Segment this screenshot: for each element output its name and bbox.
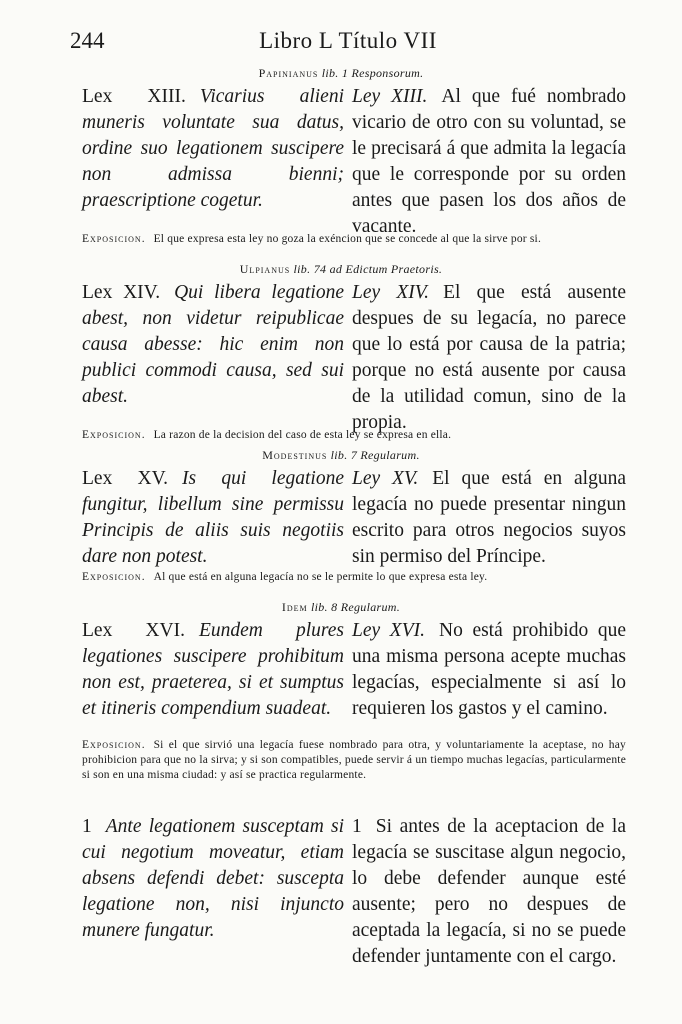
law-row — [82, 466, 626, 570]
page-header — [70, 28, 626, 62]
exposition: Exposicion. Al que está en alguna legacía no se le permite lo que expresa esta ley. — [82, 571, 488, 583]
latin-text: Lex XIII. Vicarius alieni muneris voluntate sua datus, ordine suo legationem suscipere non admissa bienni; praescriptione cogetur. — [82, 86, 344, 211]
latin-text: Lex XV. Is qui legatione fungitur, libellum sine permissu Principis de aliis suis negotiis dare non potest. — [82, 468, 344, 567]
spanish-text: Ley XVI. No está prohibido que una misma persona acepte muchas legacías, especialmente si así lo requieren los gastos y el camino. — [352, 620, 626, 719]
latin-text: Lex XVI. Eundem plures legationes suscipere prohibitum non est, praeterea, si et sumptus et itineris compendium suadeat. — [82, 620, 344, 719]
running-head: Libro L Título VII — [259, 28, 437, 53]
spanish-text: Ley XIV. El que está ausente despues de su legacía, no parece que lo está por causa de la patria; porque no está ausente por causa de la utilidad comun, sino de la propia. — [352, 282, 626, 433]
law-row — [82, 618, 626, 722]
source-citation: Idem lib. 8 Regularum. — [281, 600, 401, 614]
page-number: 244 — [70, 28, 105, 53]
spanish-text: Ley XV. El que está en alguna legacía no puede presentar ningun escrito para otros negocios suyos sin permiso del Príncipe. — [352, 468, 626, 567]
spanish-text: Ley XIII. Al que fué nombrado vicario de otro con su voluntad, se le precisará á que admita la legacía que le corresponde por su orden antes que pasen los dos años de vacante. — [352, 86, 626, 237]
source-citation: Modestinus lib. 7 Regularum. — [262, 448, 420, 462]
law-row — [82, 280, 626, 436]
exposition: Exposicion. El que expresa esta ley no goza la exéncion que se concede al que la sirve por si. — [82, 233, 542, 245]
source-citation: Papinianus lib. 1 Responsorum. — [258, 66, 424, 80]
exposition: Exposicion. Si el que sirvió una legacía fuese nombrado para otra, y voluntariamente la aceptase, no hay prohibicion para que no la sirva; y si son compatibles, puede servir á un tiempo muchas legacías, particularmente si son en una misma ciudad: y así se practica regularmente. — [82, 739, 626, 781]
source-citation: Ulpianus lib. 74 ad Edictum Praetoris. — [239, 262, 443, 276]
law-row — [82, 84, 626, 240]
latin-text: Lex XIV. Qui libera legatione abest, non videtur reipublicae causa abesse: hic enim non publici commodi causa, sed sui abest. — [82, 282, 344, 407]
exposition: Exposicion. La razon de la decision del caso de esta ley se expresa en ella. — [82, 429, 452, 441]
section-spanish: 1 Si antes de la aceptacion de la legacía se suscitase algun negocio, lo debe defender aunque esté ausente; pero no despues de aceptada la legacía, si no se puede defender juntamente con el cargo. — [352, 816, 626, 967]
section-latin: 1 Ante legationem susceptam si cui negotium moveatur, etiam absens defendi debet: suscepta legatione non, nisi injuncto munere fungatur. — [82, 816, 344, 941]
section-row — [82, 814, 626, 970]
